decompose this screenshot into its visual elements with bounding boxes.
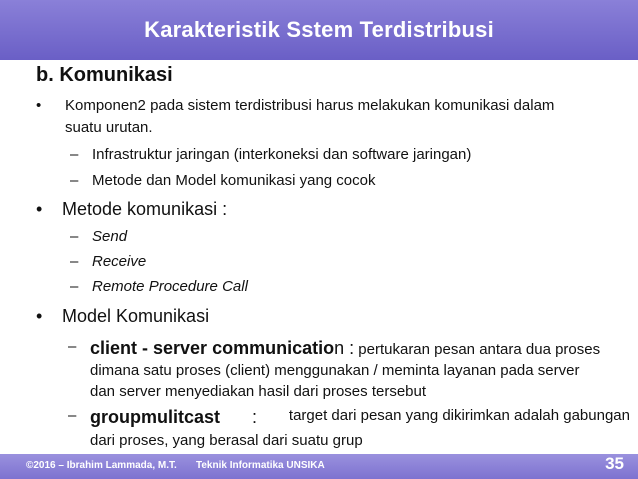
bullet-2-marker: •: [36, 199, 43, 219]
model-2-dash: –: [68, 407, 77, 424]
sub-1-dash: –: [70, 146, 79, 163]
method-1-text: Send: [92, 228, 128, 245]
bullet-2-text: Metode komunikasi :: [62, 199, 228, 219]
section-heading: b. Komunikasi: [36, 64, 173, 86]
model-2-desc-line1: target dari pesan yang dikirimkan adalah gabungan: [288, 407, 630, 424]
bullet-3-text: Model Komunikasi: [62, 306, 210, 326]
model-1-header: [90, 338, 600, 359]
model-1-title-end: n :: [334, 338, 355, 358]
bullet-3-marker: •: [36, 306, 43, 326]
slide-title: Karakteristik Sstem Terdistribusi: [144, 17, 494, 42]
model-1-title: client - server communicatio: [90, 338, 335, 358]
bullet-1-line2: suatu urutan.: [65, 119, 153, 136]
model-1-desc-line2: dimana satu proses (client) menggunakan / meminta layanan pada server: [90, 362, 580, 379]
method-3-dash: –: [70, 278, 79, 295]
sub-2-dash: –: [70, 172, 79, 189]
footer-program: Teknik Informatika UNSIKA: [196, 460, 325, 471]
model-1-desc-line1: pertukaran pesan antara dua proses: [358, 341, 601, 358]
bullet-1-line1: Komponen2 pada sistem terdistribusi harus melakukan komunikasi dalam: [65, 97, 555, 114]
model-2-desc-line2: dari proses, yang berasal dari suatu grup: [90, 432, 363, 449]
model-1-desc-line3: dan server menyediakan hasil dari proses tersebut: [90, 383, 427, 400]
model-2-header: [90, 407, 630, 428]
model-2-title: groupmulitcast: [90, 407, 221, 427]
model-1-dash: –: [68, 338, 77, 355]
sub-1-text: Infrastruktur jaringan (interkoneksi dan software jaringan): [92, 146, 472, 163]
method-2-dash: –: [70, 253, 79, 270]
sub-2-text: Metode dan Model komunikasi yang cocok: [92, 172, 376, 189]
model-2-colon: :: [251, 407, 257, 427]
method-3-text: Remote Procedure Call: [92, 278, 248, 295]
footer-author: ©2016 – Ibrahim Lammada, M.T.: [26, 460, 177, 471]
page-number: 35: [605, 454, 624, 473]
footer-bar: [0, 454, 638, 479]
method-2-text: Receive: [92, 253, 147, 270]
bullet-1-marker: •: [36, 97, 42, 114]
method-1-dash: –: [70, 228, 79, 245]
title-bar: [0, 0, 638, 60]
